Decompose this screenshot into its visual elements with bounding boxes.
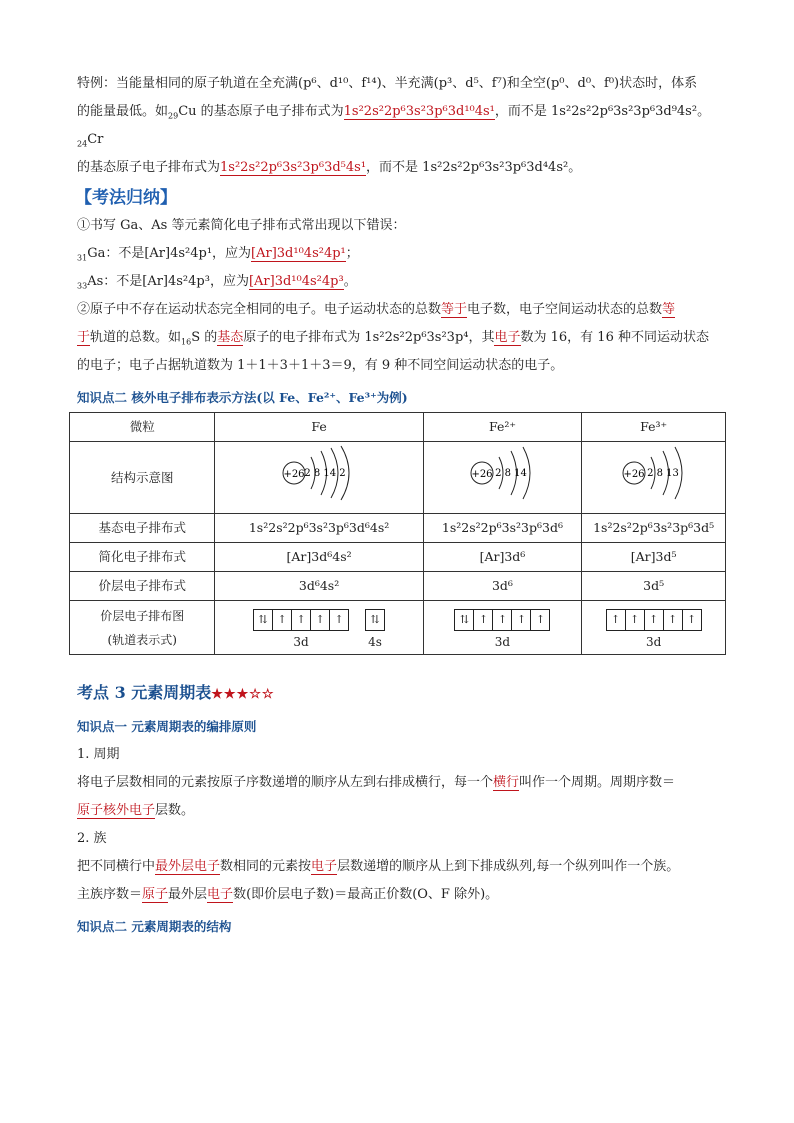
as-answer: [Ar]3d¹⁰4s²4p³ xyxy=(248,274,344,289)
svg-text:+26: +26 xyxy=(283,468,305,480)
table-row-simplified-config: 简化电子排布式 [Ar]3d⁶4s² [Ar]3d⁶ [Ar]3d⁵ xyxy=(70,543,726,572)
knowledge-point-structure: 知识点二 元素周期表的结构 xyxy=(77,919,232,934)
kaofa-line-4: ②原子中不存在运动状态完全相同的电子。电子运动状态的总数等于电子数，电子空间运动状态的总数等 xyxy=(77,302,676,317)
period-title: 1. 周期 xyxy=(77,747,120,762)
fe-orbital-diagram: ⇅ ↑ ↑ ↑ ↑ 3d ⇅ 4s xyxy=(215,601,423,655)
table-row-ground-config: 基态电子排布式 1s²2s²2p⁶3s²3p⁶3d⁶4s² 1s²2s²2p⁶3s²3p⁶3d⁶ 1s²2s²2p⁶3s²3p⁶3d⁵ xyxy=(70,514,726,543)
document-page xyxy=(77,70,727,941)
special-case-line-1: 特例：当能量相同的原子轨道在全充满(p⁶、d¹⁰、f¹⁴)、半充满(p³、d⁵、f⁷)和全空(p⁰、d⁰、f⁰)状态时，体系 xyxy=(77,76,698,91)
table-row-structure: 结构示意图 +26 2 8 14 2 +26 2 8 14 +26 2 8 13 xyxy=(70,442,726,514)
svg-text:2 8 13: 2 8 13 xyxy=(646,467,679,479)
table-row-orbital-diagram: 价层电子排布图 (轨道表示式) ⇅ ↑ ↑ ↑ ↑ 3d ⇅ 4s ⇅ ↑ ↑ ↑ ↑ 3d ↑ ↑ ↑ ↑ ↑ 3d xyxy=(70,601,726,655)
kaodian-3-heading: 考点 3 元素周期表★★★☆☆ xyxy=(77,683,275,702)
atom-diagram-fe3 xyxy=(609,443,699,503)
knowledge-point-heading: 知识点二 核外电子排布表示方法(以 Fe、Fe²⁺、Fe³⁺为例) xyxy=(77,390,408,405)
atom-diagram-fe2 xyxy=(457,443,547,503)
table-row-valence-config: 价层电子排布式 3d⁶4s² 3d⁶ 3d⁵ xyxy=(70,572,726,601)
electron-config-table xyxy=(69,412,726,655)
fe-4s-box: ⇅ xyxy=(365,609,385,631)
section-heading-kaofa: 【考法归纳】 xyxy=(75,188,177,208)
kaofa-as-line: $_{33}$As：不是[Ar]4s²4p³，应为[Ar]3d¹⁰4s²4p³。 xyxy=(77,274,357,291)
kaofa-line-5: 于轨道的总数。如$_{16}$S 的基态原子的电子排布式为 1s²2s²2p⁶3s²3p⁴，其电子数为 16，有 16 种不同运动状态 xyxy=(77,330,709,347)
knowledge-point-principles: 知识点一 元素周期表的编排原则 xyxy=(77,719,257,734)
kaofa-ga-line: $_{31}$Ga：不是[Ar]4s²4p¹，应为[Ar]3d¹⁰4s²4p¹； xyxy=(77,246,359,263)
ga-answer: [Ar]3d¹⁰4s²4p¹ xyxy=(251,246,346,261)
table-header-row: 微粒 Fe Fe²⁺ Fe³⁺ xyxy=(70,413,726,442)
fe3-structure-diagram xyxy=(582,442,726,514)
cu-answer: 1s²2s²2p⁶3s²3p⁶3d¹⁰4s¹ xyxy=(343,104,495,119)
svg-text:2 8 14: 2 8 14 xyxy=(495,467,528,479)
fe3-3d-boxes: ↑ ↑ ↑ ↑ ↑ xyxy=(606,609,702,631)
kaofa-line-1: ①书写 Ga、As 等元素简化电子排布式常出现以下错误： xyxy=(77,218,406,233)
fe2-structure-diagram xyxy=(423,442,582,514)
special-case-line-3: 的基态原子电子排布式为1s²2s²2p⁶3s²3p⁶3d⁵4s¹，而不是 1s²2s²2p⁶3s²3p⁶3d⁴4s²。 xyxy=(77,160,582,175)
special-case-line-2: 的能量最低。如$_{29}$Cu 的基态原子电子排布式为1s²2s²2p⁶3s²3p⁶3d¹⁰4s¹，而不是 1s²2s²2p⁶3s²3p⁶3d⁹4s²。$_{24}$Cr xyxy=(77,104,711,149)
difficulty-stars: ★★★☆☆ xyxy=(211,687,275,702)
svg-text:+26: +26 xyxy=(471,468,494,480)
kaofa-line-6: 的电子；电子占据轨道数为 1＋1＋3＋1＋3＝9，有 9 种不同空间运动状态的电子。 xyxy=(77,358,564,373)
fe3-orbital-diagram: ↑ ↑ ↑ ↑ ↑ 3d xyxy=(582,601,726,655)
fe2-orbital-diagram: ⇅ ↑ ↑ ↑ ↑ 3d xyxy=(423,601,582,655)
period-text: 将电子层数相同的元素按原子序数递增的顺序从左到右排成横行，每一个横行叫作一个周期。周期序数＝ 原子核外电子层数。 xyxy=(77,775,676,818)
svg-text:+26: +26 xyxy=(623,468,645,480)
cr-answer: 1s²2s²2p⁶3s²3p⁶3d⁵4s¹ xyxy=(220,160,367,175)
svg-text:2 8 14 2: 2 8 14 2 xyxy=(304,467,346,479)
fe-3d-boxes: ⇅ ↑ ↑ ↑ ↑ xyxy=(253,609,349,631)
fe2-3d-boxes: ⇅ ↑ ↑ ↑ ↑ xyxy=(454,609,550,631)
fe-structure-diagram xyxy=(215,442,423,514)
group-text: 把不同横行中最外层电子数相同的元素按电子层数递增的顺序从上到下排成纵列,每一个纵列叫作一个族。 主族序数＝原子最外层电子数(即价层电子数)＝最高正价数(O、F 除外)。 xyxy=(77,859,680,902)
group-title: 2. 族 xyxy=(77,831,107,846)
atom-diagram-fe xyxy=(269,443,369,503)
